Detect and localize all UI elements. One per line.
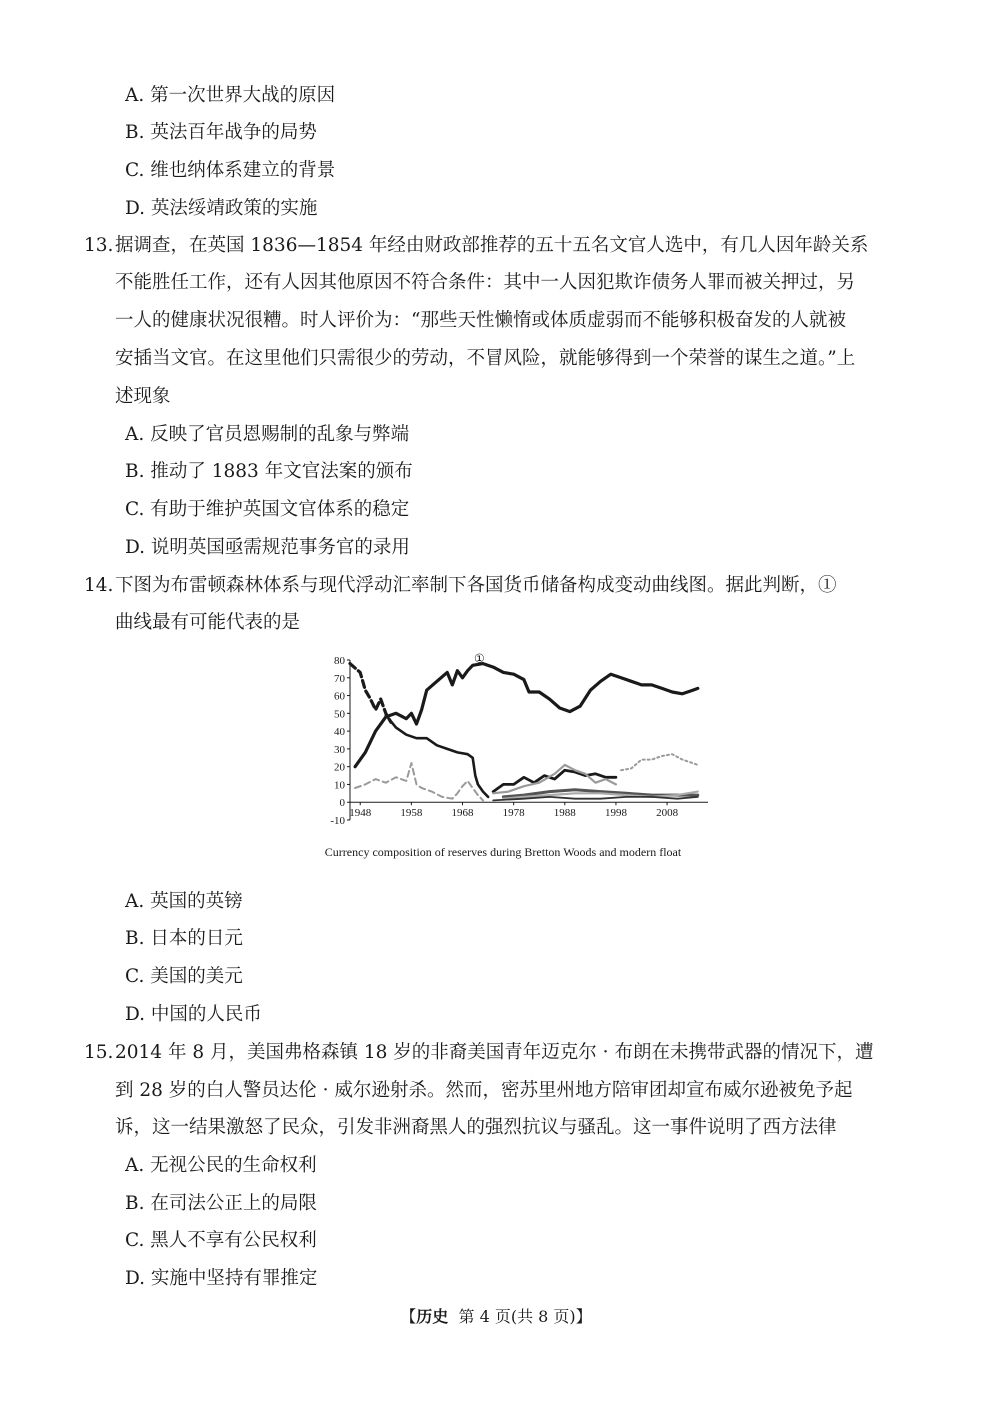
y-tick-label: -10 [330,815,345,827]
q13-option-b: B. 推动了 1883 年文官法案的颁布 [125,461,413,482]
x-tick-label: 2008 [656,807,679,820]
footer-subject: 历史 [416,1307,449,1326]
q14-stem-line: 下图为布雷顿森林体系与现代浮动汇率制下各国货币储备构成变动曲线图。据此判断，① [115,575,837,596]
q14-option-c: C. 美国的美元 [125,966,243,987]
y-tick-label: 30 [334,743,345,756]
series-line-dashed-gray [355,763,483,800]
q13-stem-line: 不能胜任工作，还有人因其他原因不符合条件：其中一人因犯欺诈债务人罪而被关押过，另 [115,272,856,293]
q12-option-b: B. 英法百年战争的局势 [125,122,317,143]
q15-option-b: B. 在司法公正上的局限 [125,1193,317,1214]
x-tick-label: 1988 [553,807,576,820]
q14-option-d: D. 中国的人民币 [125,1004,262,1025]
q13-option-c: C. 有助于维护英国文官体系的稳定 [125,499,410,520]
chart-title: Currency composition of reserves during Bretton Woods and modern float [324,845,682,859]
q12-option-d: D. 英法绥靖政策的实施 [125,198,318,219]
q14-option-a: A. 英国的英镑 [125,891,243,912]
q15-option-d: D. 实施中坚持有罪推定 [125,1268,318,1289]
y-tick-label: 80 [334,655,345,667]
q14-number: 14. [84,575,114,596]
y-tick-label: 20 [334,761,345,774]
q12-option-a: A. 第一次世界大战的原因 [125,85,336,106]
footer-bracket-open: 【 [400,1307,417,1326]
q15-stem-line: 诉，这一结果激怒了民众，引发非洲裔黑人的强烈抗议与骚乱。这一事件说明了西方法律 [115,1117,837,1138]
q12-option-c: C. 维也纳体系建立的背景 [125,160,336,181]
y-tick-label: 70 [334,672,345,685]
series-line-solid-black-thick [355,664,698,767]
q15-number: 15. [84,1042,114,1063]
q13-number: 13. [84,235,114,256]
q15-stem-line: 2014 年 8 月，美国弗格森镇 18 岁的非裔美国青年迈克尔 · 布朗在未携带武器的情况下，遭 [115,1042,874,1063]
q15-stem-line: 到 28 岁的白人警员达伦 · 威尔逊射杀。然而，密苏里州地方陪审团却宣布威尔逊被免予起 [115,1080,853,1101]
q15-option-a: A. 无视公民的生命权利 [125,1155,317,1176]
q13-option-d: D. 说明英国亟需规范事务官的录用 [125,537,410,558]
chart-series [350,664,698,801]
series-line-solid-black [386,715,488,797]
x-tick-label: 1958 [400,807,423,820]
x-tick-label: 1968 [451,807,474,820]
q14-option-b: B. 日本的日元 [125,928,243,949]
series-line-dashed-black-thick [350,664,391,723]
y-tick-label: 50 [334,708,345,721]
x-tick-label: 1948 [349,807,372,820]
y-tick-label: 60 [334,690,345,703]
y-tick-label: 0 [339,797,345,810]
x-tick-label: 1978 [502,807,525,820]
y-tick-label: 10 [334,779,345,792]
q13-stem-line: 述现象 [115,386,171,407]
footer-page-number: 第 4 页(共 8 页) [458,1307,576,1326]
q13-stem-line: 一人的健康状况很糟。时人评价为：“那些天性懒惰或体质虚弱而不能够积极奋发的人就被 [115,310,846,331]
curve-annotation-label: ① [474,651,485,666]
footer-bracket-close: 】 [575,1307,592,1326]
chart-svg [288,648,718,873]
page-footer [0,1306,992,1328]
series-line-dotted-gray [621,754,698,770]
reserve-currency-chart [288,648,718,873]
y-tick-label: 40 [334,726,345,739]
x-tick-label: 1998 [604,807,627,820]
q13-stem-line: 安插当文官。在这里他们只需很少的劳动，不冒风险，就能够得到一个荣誉的谋生之道。”上 [115,348,856,369]
q13-option-a: A. 反映了官员恩赐制的乱象与弊端 [125,424,410,445]
q13-stem-line: 据调查，在英国 1836—1854 年经由财政部推荐的五十五名文官人选中，有几人因年龄关系 [115,235,869,256]
q15-option-c: C. 黑人不享有公民权利 [125,1230,317,1251]
q14-stem-line: 曲线最有可能代表的是 [115,612,301,633]
